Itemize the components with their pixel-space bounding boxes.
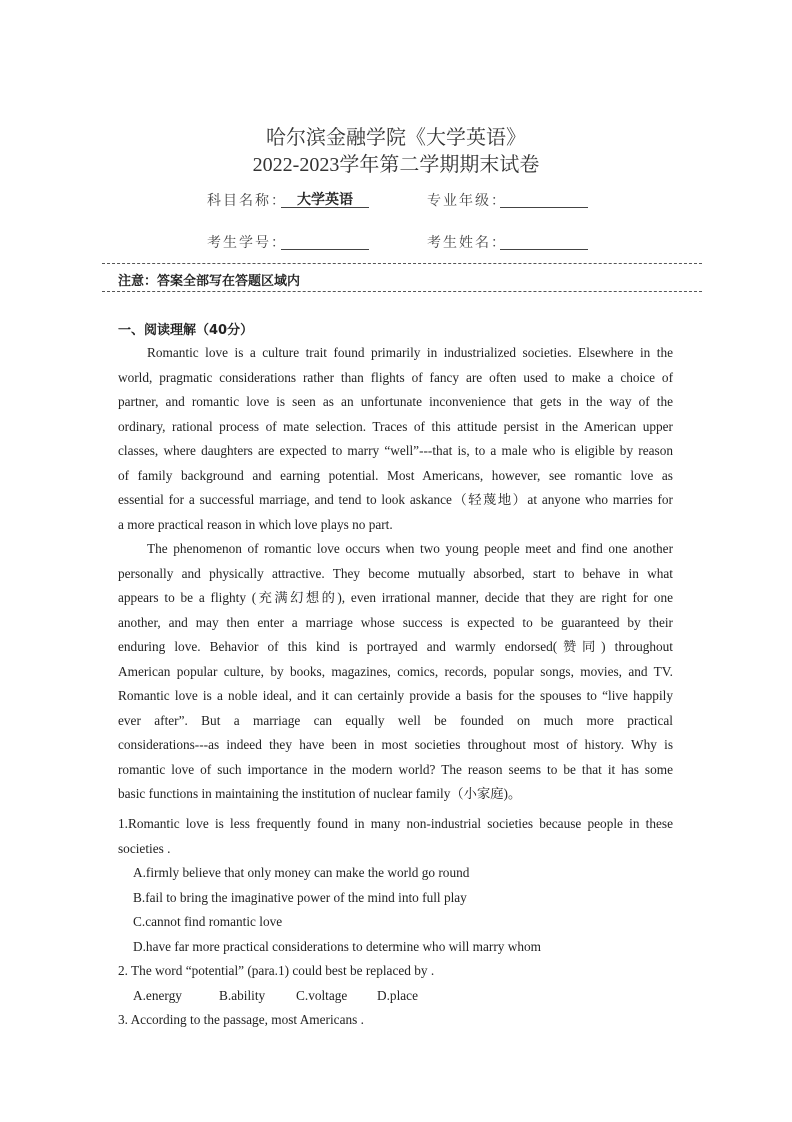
answer-option: A.firmly believe that only money can make the world go round [133, 865, 470, 880]
text-line: The phenomenon of romantic love occurs when two young people meet and find one another [147, 541, 673, 556]
exam-subtitle: 2022-2023学年第二学期期末试卷 [252, 154, 540, 176]
student-id-label: 考生学号： [207, 235, 287, 251]
answer-option: D.place [377, 987, 418, 1003]
major-label: 专业年级： [427, 193, 507, 209]
divider-bottom [102, 291, 702, 292]
question-stem: societies . [118, 840, 171, 856]
student-name-blank [500, 231, 588, 250]
text-line: appears to be a flighty (充满幻想的), even irrational manner, decide that they are right for one [118, 590, 673, 605]
answer-option: B.ability [219, 987, 266, 1003]
text-line: of family background and earning potential. Most Americans, however, see romantic love as [118, 467, 673, 483]
answer-option: B.fail to bring the imaginative power of the mind into full play [133, 889, 467, 905]
text-line: basic functions in maintaining the institution of nuclear family（小家庭)。 [118, 786, 522, 801]
student-id-blank [281, 231, 369, 250]
text-line: American popular culture, by books, magazines, comics, records, popular songs, movies, and TV. [118, 663, 673, 679]
text-line: ever after”. But a marriage can equally well be founded on much more practical [118, 712, 673, 728]
major-blank [500, 189, 588, 208]
answer-option: C.cannot find romantic love [133, 914, 283, 929]
notice-text: 注意：答案全部写在答题区域内 [118, 274, 301, 289]
answer-option: A.energy [133, 987, 182, 1003]
section-heading: 一、阅读理解（40分） [118, 323, 254, 338]
text-line: essential for a successful marriage, and tend to look askance（轻蔑地）at anyone who marries for [118, 492, 673, 507]
text-line: ordinary, rational process of mate selection. Traces of this attitude persist in the American upper [118, 418, 673, 434]
text-line: world, pragmatic considerations rather than flights of fancy are often used to make a choice of [118, 369, 673, 385]
text-line: a more practical reason in which love plays no part. [118, 516, 393, 532]
answer-option: D.have far more practical considerations to determine who will marry whom [133, 938, 542, 954]
text-line: enduring love. Behavior of this kind is portrayed and warmly endorsed(赞同) throughout [118, 639, 673, 654]
text-line: another, and may then enter a marriage whose success is expected to be guaranteed by their [118, 614, 673, 630]
text-line: classes, where daughters are expected to marry “well”---that is, to a male who is eligible by reason [118, 443, 673, 458]
text-line: personally and physically attractive. They become mutually absorbed, start to behave in what [118, 565, 673, 581]
question-stem: 3. According to the passage, most Americans . [118, 1012, 364, 1027]
question-stem: 1.Romantic love is less frequently found in many non-industrial societies because people in these [118, 816, 673, 831]
subject-label: 科目名称： [207, 193, 287, 209]
text-line: Romantic love is a noble ideal, and it can certainly provide a basis for the spouses to “live happily [118, 688, 673, 703]
text-line: partner, and romantic love is seen as an unfortunate inconvenience that gets in the way of the [118, 394, 673, 409]
divider-top [102, 263, 702, 264]
student-name-label: 考生姓名： [427, 235, 507, 251]
subject-value: 大学英语 [281, 189, 369, 208]
text-line: romantic love of such importance in the modern world? The reason seems to be that it has some [118, 761, 673, 777]
text-line: Romantic love is a culture trait found primarily in industrialized societies. Elsewhere in the [147, 345, 673, 360]
exam-title: 哈尔滨金融学院《大学英语》 [266, 127, 526, 149]
question-stem: 2. The word “potential” (para.1) could best be replaced by . [118, 963, 435, 978]
text-line: considerations---as indeed they have been in most societies throughout most of history. Why is [118, 737, 673, 752]
answer-option: C.voltage [296, 987, 348, 1003]
